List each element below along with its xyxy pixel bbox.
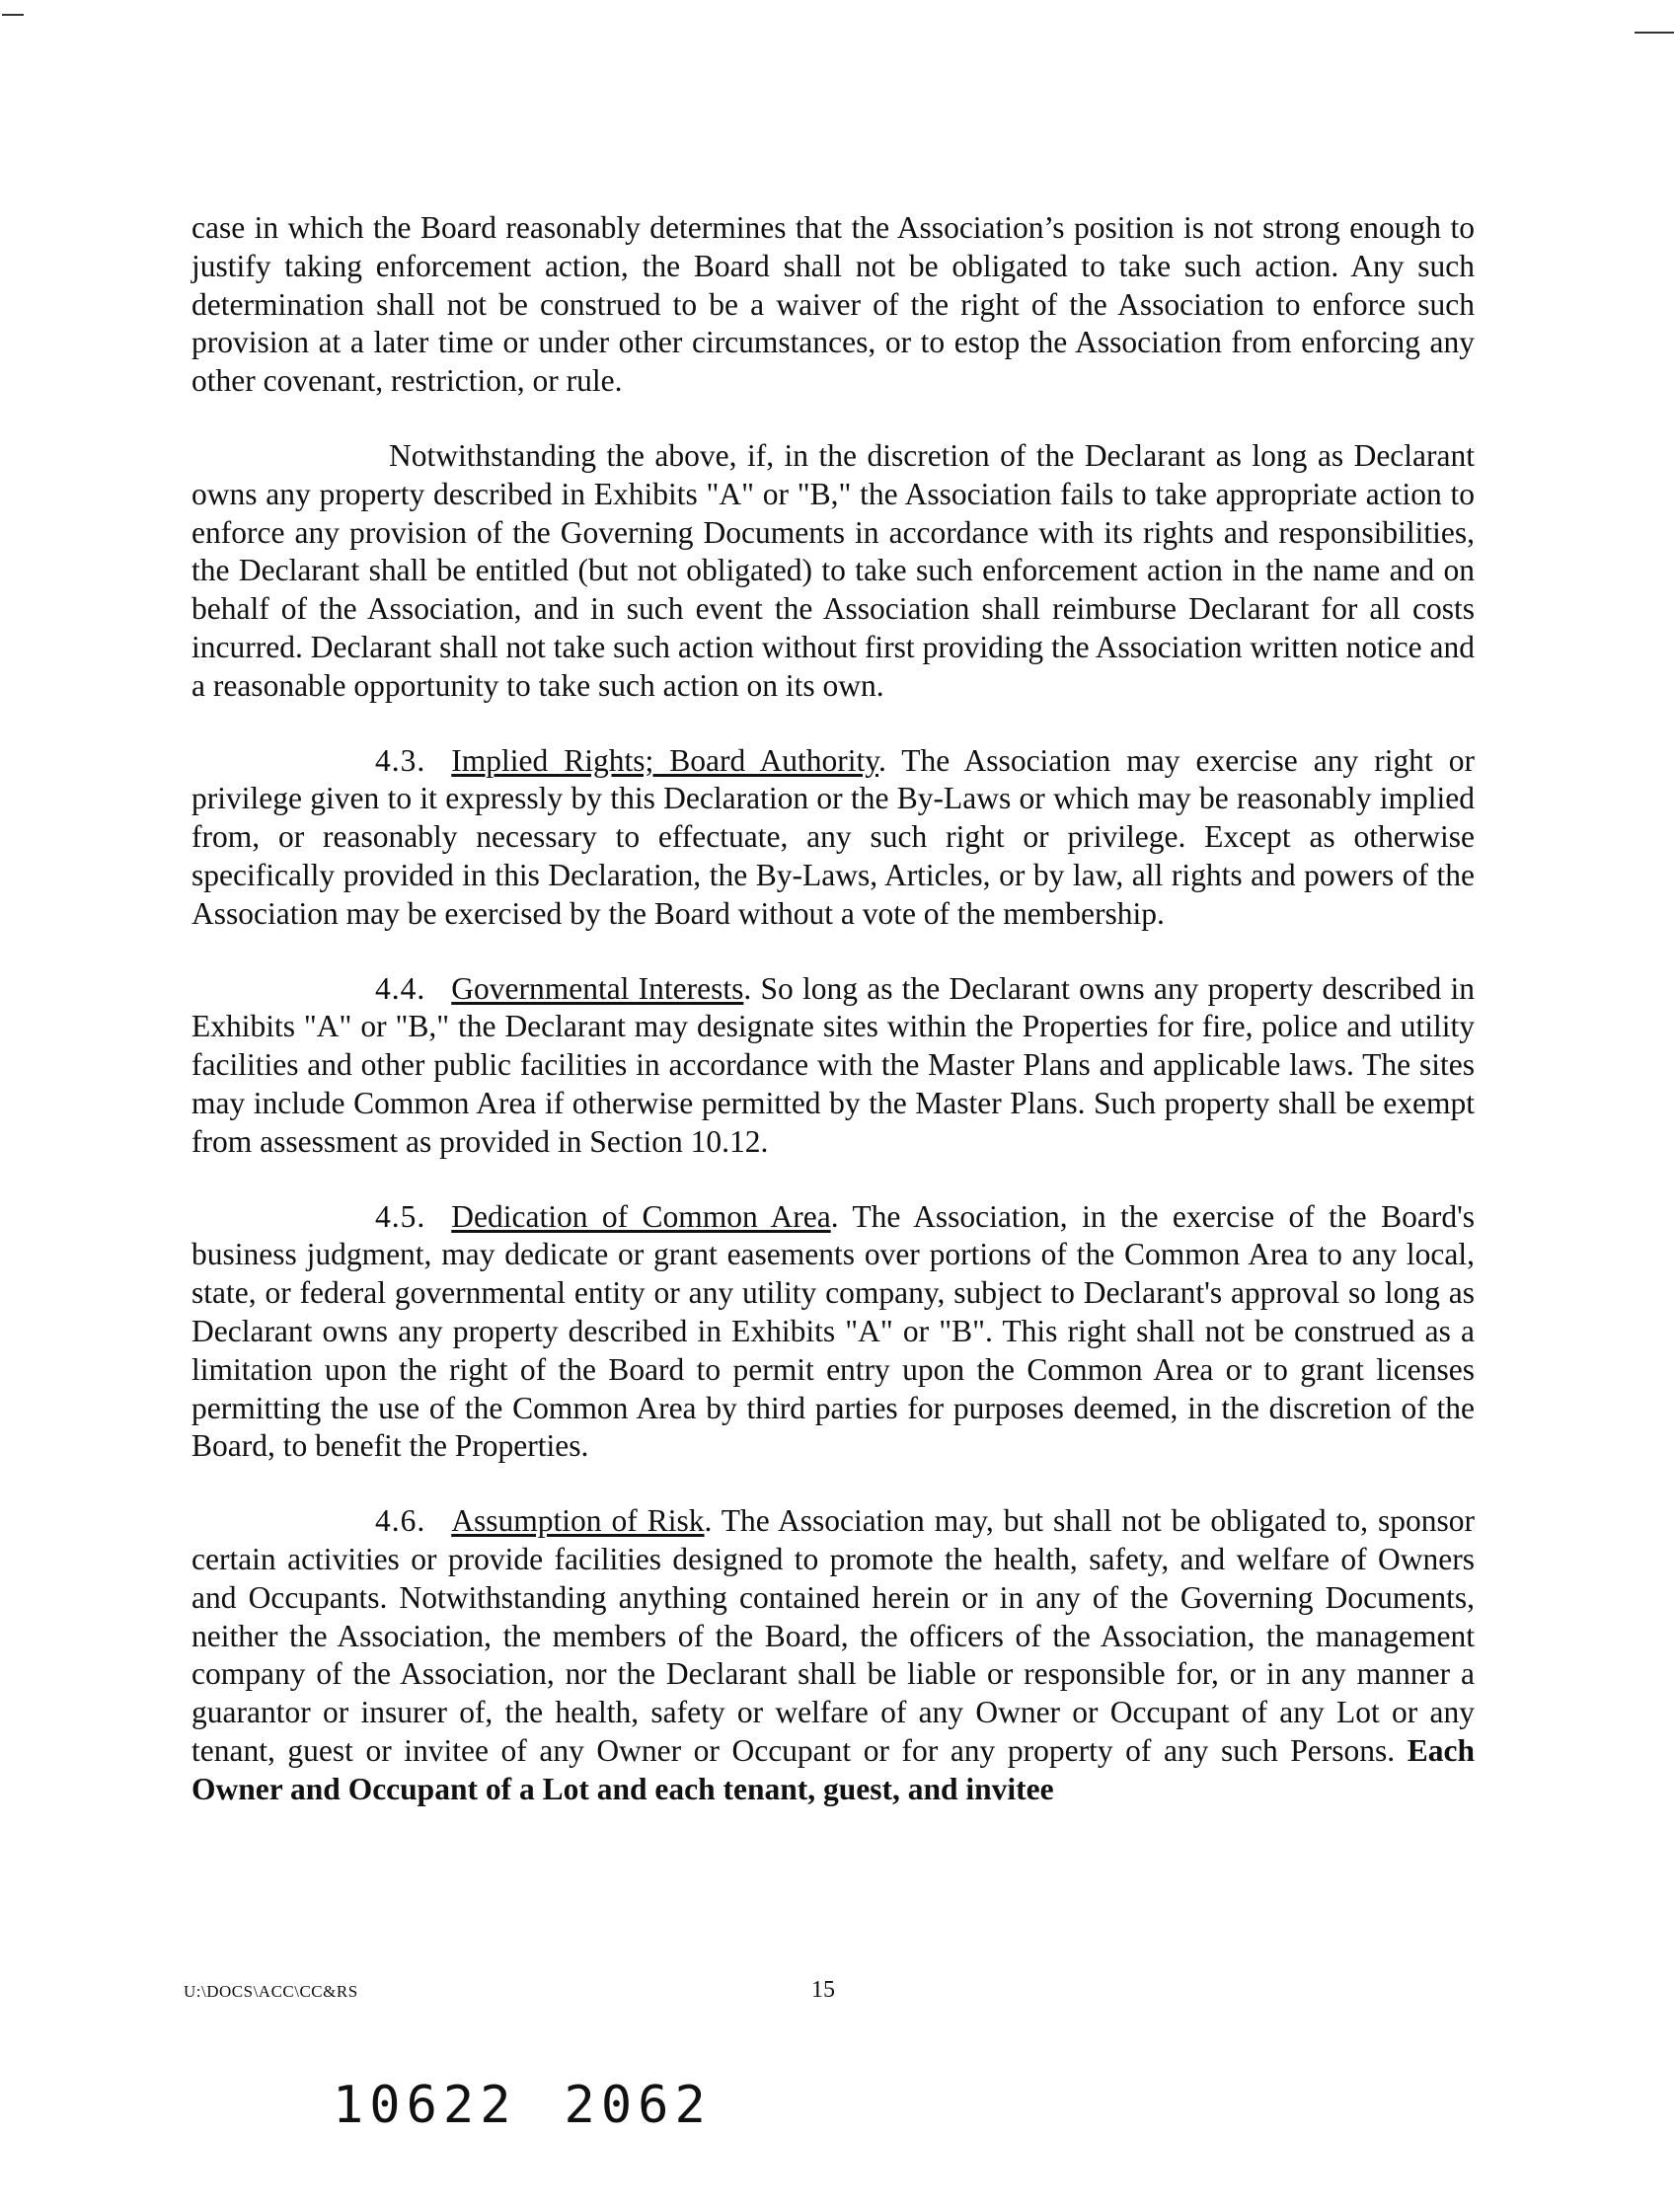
footer-file-path: U:\DOCS\ACC\CC&RS (184, 1982, 358, 2001)
section-number: 4.5. (375, 1198, 426, 1234)
recording-stamp (333, 2076, 712, 2135)
document-body (191, 209, 1475, 1845)
recording-page-number: 2062 (564, 2076, 712, 2135)
section-number: 4.3. (375, 742, 426, 778)
section-heading: Dedication of Common Area (451, 1198, 831, 1234)
section-body: . The Association, in the exercise of the Board's business judgment, may dedicate or grant easements over portions of the Common Area to any local, state, or federal governmental entity or any utility company, subject to Declarant's approval so long as Declarant owns any property described in Exhibits "A" or "B". This right shall not be construed as a limitation upon the right of the Board to permit entry upon the Common Area or to grant licenses permitting the use of the Common Area by third parties for purposes deemed, in the discretion of the Board, to benefit the Properties. (191, 1198, 1475, 1464)
section-4-5 (191, 1198, 1475, 1467)
section-heading: Implied Rights; Board Authority (451, 742, 878, 778)
section-body: . So long as the Declarant owns any property described in Exhibits "A" or "B," the Declarant may designate sites within the Properties for fire, police and utility facilities and other public facilities in accordance with the Master Plans and applicable laws. The sites may include Common Area if otherwise permitted by the Master Plans. Such property shall be exempt from assessment as provided in Section 10.12. (191, 970, 1475, 1159)
section-number: 4.4. (375, 970, 426, 1006)
scan-edge-mark-right (1635, 32, 1674, 34)
section-body: . The Association may exercise any right or privilege given to it expressly by this Declaration or the By-Laws or which may be reasonably implied from, or reasonably necessary to effectuate, any such right or privilege. Except as otherwise specifically provided in this Declaration, the By-Laws, Articles, or by law, all rights and powers of the Association may be exercised by the Board without a vote of the membership. (191, 742, 1475, 931)
section-heading: Assumption of Risk (451, 1503, 705, 1539)
section-bold-text: Each Owner and Occupant of a Lot and each tenant, guest, and invitee (191, 1732, 1475, 1806)
recording-book-number: 10622 (333, 2076, 517, 2135)
footer-page-number: 15 (811, 1977, 835, 2003)
section-4-3 (191, 742, 1475, 934)
paragraph-continuation: case in which the Board reasonably determines that the Association’s position is not strong enough to justify taking enforcement action, the Board shall not be obligated to take such action. Any such determination shall not be construed to be a waiver of the right of the Association to enforce such provision at a later time or under other circumstances, or to estop the Association from enforcing any other covenant, restriction, or rule. (191, 210, 1475, 399)
section-body: . The Association may, but shall not be obligated to, sponsor certain activities or provide facilities designed to promote the health, safety, and welfare of Owners and Occupants. Notwithstanding anything contained herein or in any of the Governing Documents, neither the Association, the members of the Board, the officers of the Association, the management company of the Association, nor the Declarant shall be liable or responsible for, or in any manner a guarantor or insurer of, the health, safety or welfare of any Owner or Occupant of any Lot or any tenant, guest or invitee of any Owner or Occupant or for any property of any such Persons. (191, 1503, 1475, 1768)
section-4-6 (191, 1502, 1475, 1808)
scan-edge-mark-left (2, 14, 24, 16)
section-4-4 (191, 970, 1475, 1162)
section-heading: Governmental Interests (451, 970, 744, 1006)
section-number: 4.6. (375, 1503, 426, 1539)
paragraph-declarant-enforcement: Notwithstanding the above, if, in the discretion of the Declarant as long as Declarant owns any property described in Exhibits "A" or "B," the Association fails to take appropriate action to enforce any provision of the Governing Documents in accordance with its rights and responsibilities, the Declarant shall be entitled (but not obligated) to take such enforcement action in the name and on behalf of the Association, and in such event the Association shall reimburse Declarant for all costs incurred. Declarant shall not take such action without first providing the Association written notice and a reasonable opportunity to take such action on its own. (191, 437, 1475, 703)
